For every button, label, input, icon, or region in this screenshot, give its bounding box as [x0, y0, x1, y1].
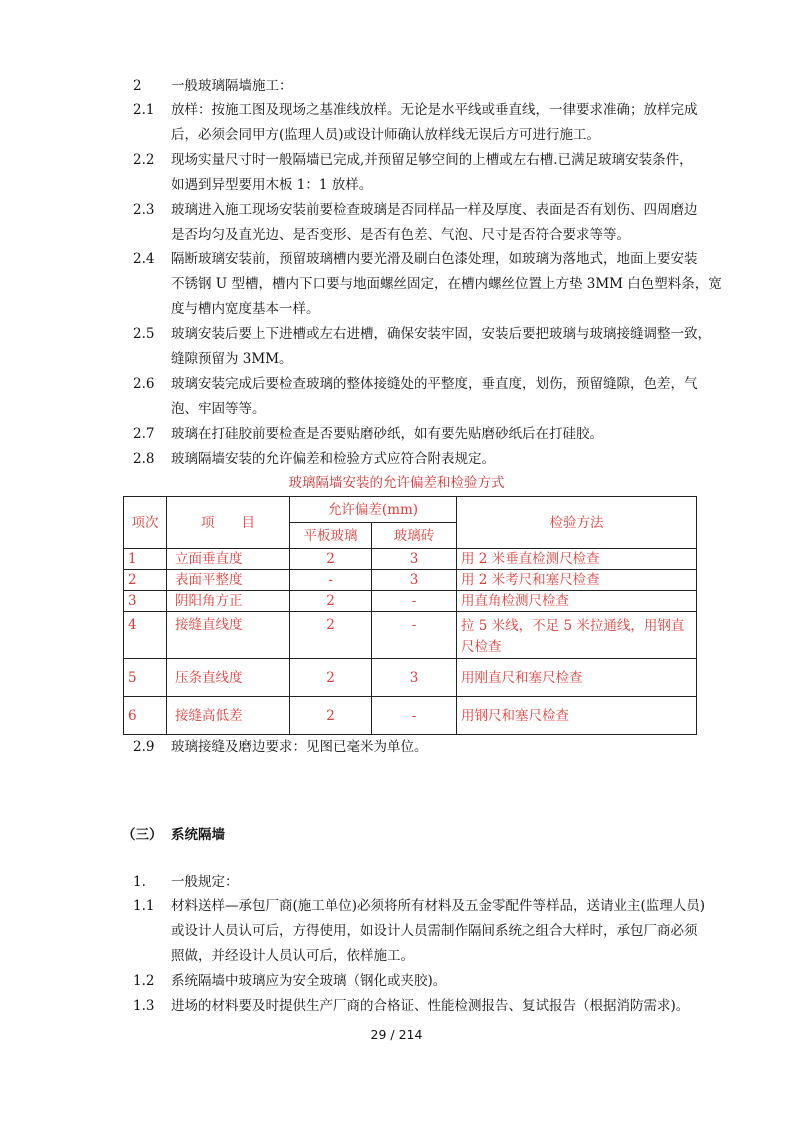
cell-brick: 3: [372, 549, 457, 570]
paragraph-line: 系统隔墙中玻璃应为安全玻璃（钢化或夹胶)。: [171, 973, 447, 989]
paragraph-line: 照做，并经设计人员认可后，依样施工。: [171, 948, 414, 964]
cell-index: 2: [124, 570, 167, 591]
cell-method: 用钢尺和塞尺检查: [457, 697, 697, 735]
cell-plate: 2: [290, 659, 372, 697]
paragraph-line: 不锈钢 U 型槽，槽内下口要与地面螺丝固定，在槽内螺丝位置上方垫 3MM 白色塑料条，宽: [171, 276, 722, 292]
cell-method: 用 2 米垂直检测尺检查: [457, 549, 697, 570]
table-row: [124, 570, 697, 591]
cell-index: 6: [124, 697, 167, 735]
item-number: 1.3: [133, 998, 155, 1014]
cell-plate: 2: [290, 591, 372, 612]
cell-item: 压条直线度: [167, 659, 290, 697]
paragraph-line: 玻璃隔墙安装的允许偏差和检验方式应符合附表规定。: [171, 451, 495, 467]
cell-index: 4: [124, 612, 167, 659]
cell-brick: 3: [372, 659, 457, 697]
paragraph-line: 是否均匀及直光边、是否变形、是否有色差、气泡、尺寸是否符合要求等等。: [171, 227, 630, 243]
paragraph-line: 玻璃在打硅胶前要检查是否要贴磨砂纸，如有要先贴磨砂纸后在打硅胶。: [171, 426, 603, 442]
header-index: 项次: [124, 497, 167, 549]
paragraph-line: 放样：按施工图及现场之基准线放样。无论是水平线或垂直线，一律要求准确；放样完成: [171, 102, 698, 118]
header-tolerance: 允许偏差(mm): [290, 497, 457, 523]
paragraph-line: 后，必须会同甲方(监理人员)或设计师确认放样线无误后方可进行施工。: [171, 127, 601, 143]
section-number: 2: [133, 78, 142, 94]
section-heading: 一般玻璃隔墙施工：: [171, 78, 293, 94]
cell-item: 立面垂直度: [167, 549, 290, 570]
item-number: 1.1: [133, 898, 155, 914]
header-plate-glass: 平板玻璃: [290, 523, 372, 549]
item-number: 2.4: [133, 251, 155, 267]
cell-plate: 2: [290, 549, 372, 570]
cell-plate: -: [290, 570, 372, 591]
paragraph-line: 玻璃安装后要上下进槽或左右进槽，确保安装牢固，安装后要把玻璃与玻璃接缝调整一致，: [171, 326, 711, 342]
paragraph-line: 度与槽内宽度基本一样。: [171, 301, 320, 317]
item-number: 2.3: [133, 202, 155, 218]
cell-method: 拉 5 米线，不足 5 米拉通线，用钢直尺检查: [457, 612, 697, 659]
paragraph-line: 隔断玻璃安装前，预留玻璃槽内要光滑及刷白色漆处理，如玻璃为落地式，地面上要安装: [171, 251, 698, 267]
subsection-heading: 一般规定：: [171, 874, 239, 890]
cell-plate: 2: [290, 612, 372, 659]
paragraph-line: 泡、牢固等等。: [171, 401, 266, 417]
table-row: [124, 659, 697, 697]
cell-method: 用直角检测尺检查: [457, 591, 697, 612]
item-number: 2.8: [133, 451, 155, 467]
paragraph-line: 玻璃安装完成后要检查玻璃的整体接缝处的平整度，垂直度，划伤，预留缝隙，色差，气: [171, 376, 698, 392]
paragraph-line: 玻璃进入施工现场安装前要检查玻璃是否同样品一样及厚度、表面是否有划伤、四周磨边: [171, 202, 698, 218]
table-title: 玻璃隔墙安装的允许偏差和检验方式: [288, 475, 505, 491]
cell-item: 接缝直线度: [167, 612, 290, 659]
cell-brick: -: [372, 612, 457, 659]
paragraph-line: 玻璃接缝及磨边要求：见图已毫米为单位。: [171, 739, 428, 755]
cell-item: 表面平整度: [167, 570, 290, 591]
paragraph-line: 或设计人员认可后，方得使用，如设计人员需制作隔间系统之组合大样时，承包厂商必须: [171, 923, 698, 939]
item-number: 2.9: [133, 739, 155, 755]
header-glass-brick: 玻璃砖: [372, 523, 457, 549]
section-heading: 系统隔墙: [171, 827, 225, 843]
paragraph-line: 如遇到异型要用木板 1：1 放样。: [171, 177, 373, 193]
cell-index: 3: [124, 591, 167, 612]
cell-item: 接缝高低差: [167, 697, 290, 735]
section-number: （三）: [122, 827, 163, 843]
cell-brick: -: [372, 697, 457, 735]
cell-brick: 3: [372, 570, 457, 591]
header-method: 检验方法: [457, 497, 697, 549]
table-row: [124, 697, 697, 735]
paragraph-line: 缝隙预留为 3MM。: [171, 351, 293, 367]
cell-plate: 2: [290, 697, 372, 735]
header-item: 项 目: [167, 497, 290, 549]
tolerance-table: [123, 496, 697, 735]
item-number: 2.6: [133, 376, 155, 392]
page-number: 29 / 214: [370, 1027, 423, 1042]
cell-index: 5: [124, 659, 167, 697]
cell-brick: -: [372, 591, 457, 612]
paragraph-line: 材料送样—承包厂商(施工单位)必须将所有材料及五金零配件等样品，送请业主(监理人员): [171, 898, 706, 914]
item-number: 1.2: [133, 973, 155, 989]
paragraph-line: 现场实量尺寸时一般隔墙已完成,并预留足够空间的上槽或左右槽.已满足玻璃安装条件，: [171, 152, 693, 168]
item-number: 2.5: [133, 326, 155, 342]
item-number: 2.2: [133, 152, 155, 168]
item-number: 2.7: [133, 426, 155, 442]
table-row: [124, 612, 697, 659]
item-number: 2.1: [133, 102, 155, 118]
cell-method: 用刚直尺和塞尺检查: [457, 659, 697, 697]
paragraph-line: 进场的材料要及时提供生产厂商的合格证、性能检测报告、复试报告（根据消防需求)。: [171, 998, 690, 1014]
cell-item: 阴阳角方正: [167, 591, 290, 612]
table-row: [124, 549, 697, 570]
table-row: [124, 591, 697, 612]
cell-index: 1: [124, 549, 167, 570]
cell-method: 用 2 米考尺和塞尺检查: [457, 570, 697, 591]
item-number: 1.: [133, 874, 146, 890]
